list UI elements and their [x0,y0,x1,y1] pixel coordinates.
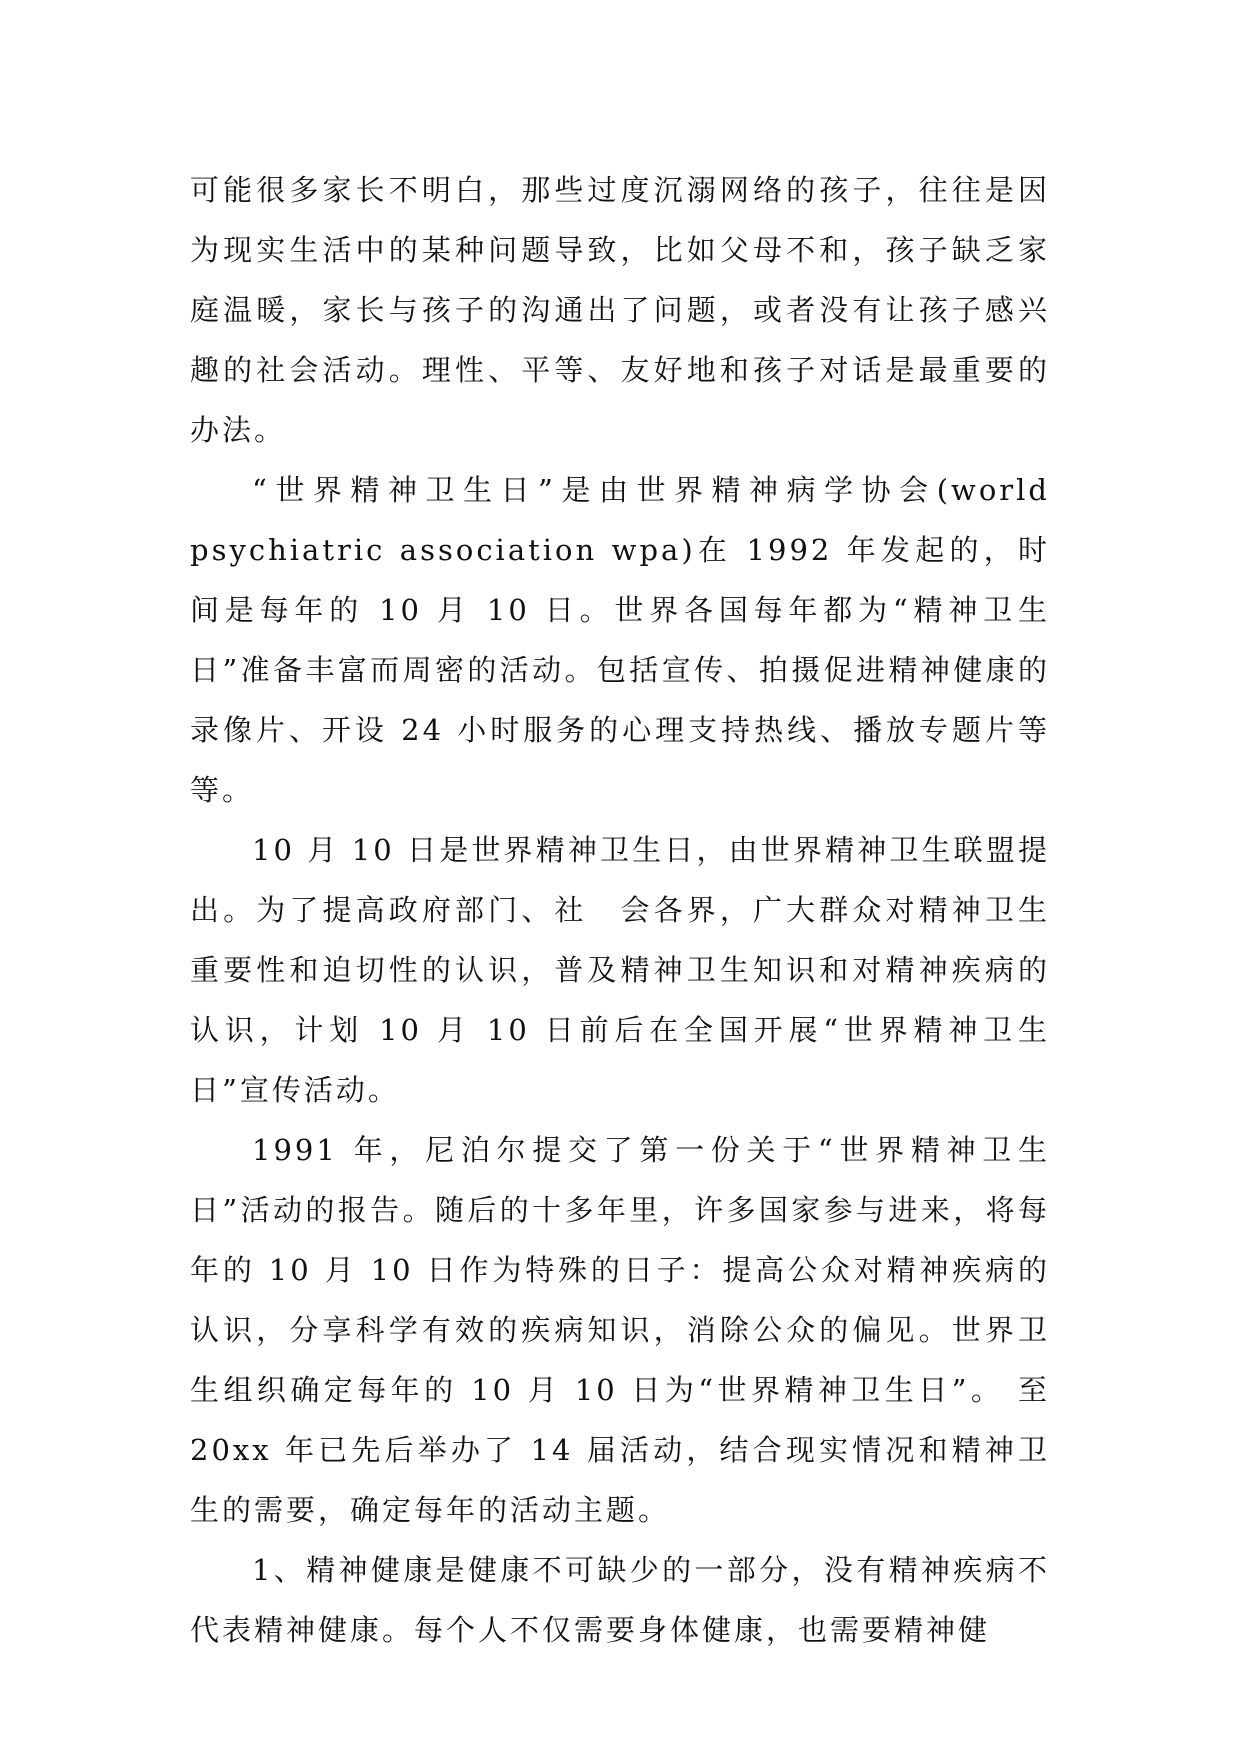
paragraph-world-mental-health-day-origin: “世界精神卫生日”是由世界精神病学协会(world psychiatric association wpa)在 1992 年发起的，时间是每年的 10 月 10 日。世界各国每年都为“精神卫生日”准备丰富而周密的活动。包括宣传、拍摄促进精神健康的录像片、开设 24 小时服务的心理支持热线、播放专题片等等。 [190,473,1050,807]
paragraph-october-tenth: 10 月 10 日是世界精神卫生日，由世界精神卫生联盟提出。为了提高政府部门、社 会各界，广大群众对精神卫生重要性和迫切性的认识，普及精神卫生知识和对精神疾病的认识，计划 10 月 10 日前后在全国开展“世界精神卫生日”宣传活动。 [190,833,1050,1107]
paragraph-online-addiction: 可能很多家长不明白，那些过度沉溺网络的孩子，往往是因为现实生活中的某种问题导致，比如父母不和，孩子缺乏家庭温暖，家长与孩子的沟通出了问题，或者没有让孩子感兴趣的社会活动。理性、平等、友好地和孩子对话是最重要的办法。 [190,173,1050,447]
paragraph-point-one: 1、精神健康是健康不可缺少的一部分，没有精神疾病不代表精神健康。每个人不仅需要身体健康，也需要精神健 [190,1553,1050,1647]
document-body [190,160,1050,1660]
paragraph-history-1991: 1991 年，尼泊尔提交了第一份关于“世界精神卫生日”活动的报告。随后的十多年里，许多国家参与进来，将每年的 10 月 10 日作为特殊的日子：提高公众对精神疾病的认识，分享科学有效的疾病知识，消除公众的偏见。世界卫生组织确定每年的 10 月 10 日为“世界精神卫生日”。 至 20xx 年已先后举办了 14 届活动，结合现实情况和精神卫生的需要，确定每年的活动主题。 [190,1133,1050,1527]
